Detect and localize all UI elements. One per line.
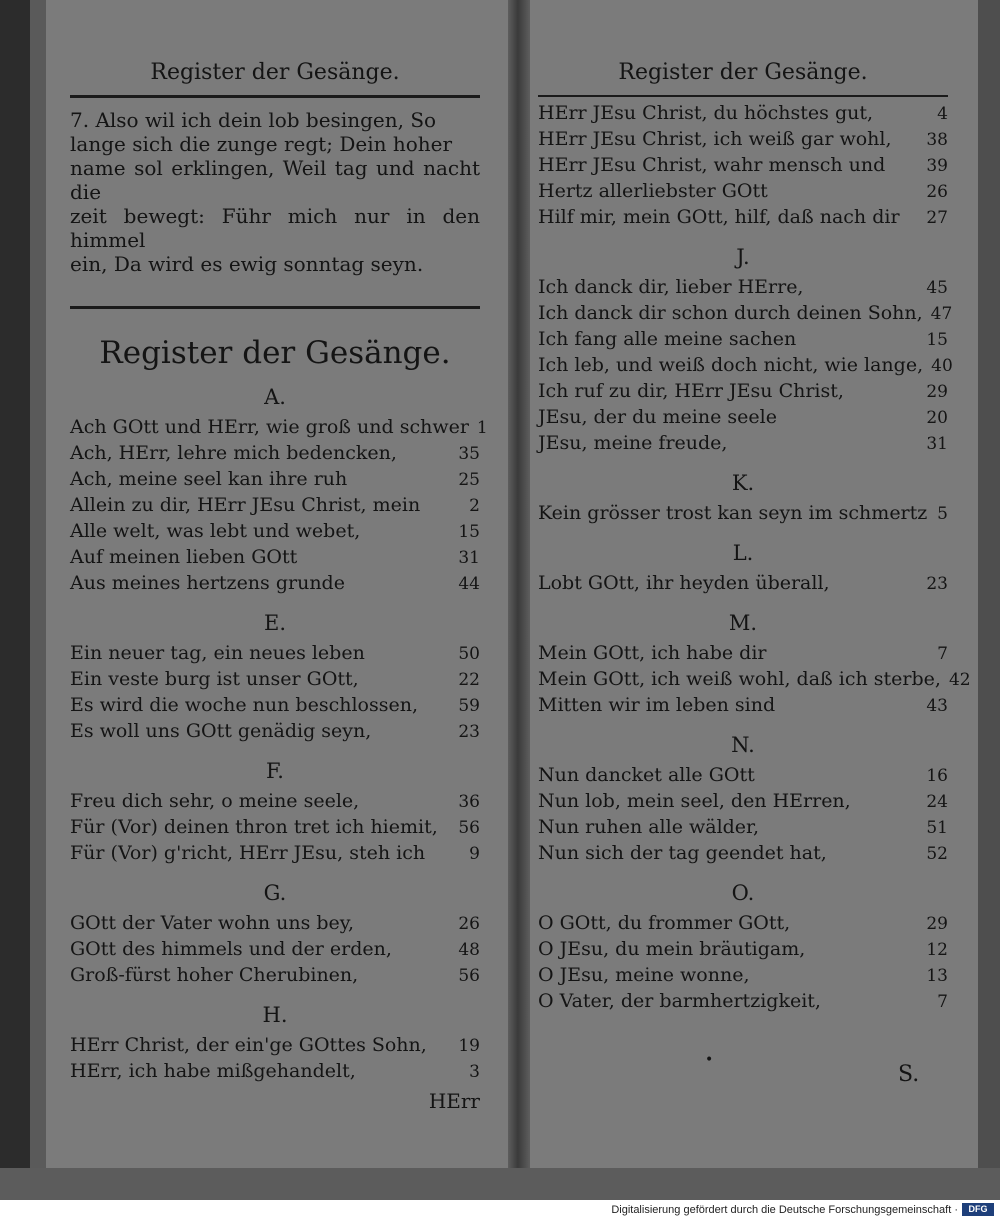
entry-page-number: 9: [469, 844, 480, 864]
register-entry: [538, 179, 948, 205]
left-book-edge: [0, 0, 30, 1200]
right-head-rule: [538, 95, 948, 97]
entry-title: GOtt des himmels und der erden,: [70, 938, 392, 960]
register-entry: [70, 441, 480, 467]
entry-title: HErr JEsu Christ, wahr mensch und: [538, 154, 886, 176]
entry-page-number: 47: [930, 304, 953, 324]
entry-page-number: 38: [926, 130, 948, 150]
register-entry: [70, 963, 480, 989]
register-title: Register der Gesänge.: [99, 335, 451, 371]
register-entry: [538, 379, 948, 405]
register-entry: [538, 101, 948, 127]
entry-page-number: 56: [458, 818, 480, 838]
entry-title: Hertz allerliebster GOtt: [538, 180, 768, 202]
entry-page-number: 4: [937, 104, 948, 124]
register-entry: [538, 911, 948, 937]
stanza-line: name sol erklingen, Weil tag und nacht die: [70, 156, 480, 204]
entry-page-number: 43: [926, 696, 948, 716]
left-page: [70, 60, 488, 1113]
entry-title: Für (Vor) deinen thron tret ich hiemit,: [70, 816, 438, 838]
entry-page-number: 26: [926, 182, 948, 202]
register-entry: [70, 571, 480, 597]
entry-title: Mein GOtt, ich weiß wohl, daß ich sterbe,: [538, 668, 941, 690]
entry-title: Kein grösser trost kan seyn im schmertz: [538, 502, 928, 524]
entry-title: O JEsu, meine wonne,: [538, 964, 750, 986]
register-entry: [538, 937, 948, 963]
register-entry: [538, 501, 948, 527]
funding-credit: Digitalisierung gefördert durch die Deutsche Forschungsgemeinschaft ·: [611, 1204, 958, 1216]
register-entry: [70, 493, 480, 519]
entry-page-number: 23: [926, 574, 948, 594]
entry-title: Ach, meine seel kan ihre ruh: [70, 468, 348, 490]
entry-title: Es wird die woche nun beschlossen,: [70, 694, 418, 716]
entry-title: Ich leb, und weiß doch nicht, wie lange,: [538, 354, 924, 376]
entry-page-number: 26: [458, 914, 480, 934]
stanza-end-rule: [70, 306, 480, 309]
section-letter: O.: [731, 881, 755, 905]
entry-page-number: 1: [476, 418, 488, 438]
section-letter: M.: [728, 611, 758, 635]
entry-page-number: 50: [458, 644, 480, 664]
section-letter: L.: [732, 541, 754, 565]
book-gutter: [508, 0, 530, 1200]
entry-title: HErr, ich habe mißgehandelt,: [70, 1060, 356, 1082]
stanza-line: 7. Also wil ich dein lob besingen, So: [70, 108, 437, 132]
register-entry: [70, 641, 480, 667]
register-entry: [538, 301, 953, 327]
entry-title: Ich ruf zu dir, HErr JEsu Christ,: [538, 380, 844, 402]
entry-page-number: 7: [937, 992, 948, 1012]
register-entry: [538, 789, 948, 815]
section-letter: K.: [731, 471, 755, 495]
footer-bar: [0, 1200, 1000, 1220]
section-letter: H.: [262, 1003, 288, 1027]
entry-title: Lobt GOtt, ihr heyden überall,: [538, 572, 830, 594]
register-entry: [538, 431, 948, 457]
entry-page-number: 2: [469, 496, 480, 516]
entry-page-number: 3: [469, 1062, 480, 1082]
entry-page-number: 15: [926, 330, 948, 350]
entry-title: Ein veste burg ist unser GOtt,: [70, 668, 359, 690]
register-entry: [538, 275, 948, 301]
entry-title: Ich danck dir, lieber HErre,: [538, 276, 804, 298]
right-register-sections: [538, 245, 971, 1015]
register-entry: [538, 641, 948, 667]
right-catchword: S.: [898, 1062, 920, 1087]
entry-title: Ach GOtt und HErr, wie groß und schwer: [70, 416, 469, 438]
section-letter: J.: [736, 245, 750, 269]
entry-page-number: 36: [458, 792, 480, 812]
register-entry: [70, 1033, 480, 1059]
entry-title: Es woll uns GOtt genädig seyn,: [70, 720, 372, 742]
entry-title: Für (Vor) g'richt, HErr JEsu, steh ich: [70, 842, 426, 864]
stanza-7: [70, 108, 480, 276]
entry-page-number: 7: [937, 644, 948, 664]
left-head-rule: [70, 95, 480, 98]
entry-title: Mitten wir im leben sind: [538, 694, 776, 716]
left-page-shadow: [30, 0, 46, 1200]
entry-page-number: 42: [948, 670, 971, 690]
register-entry: [70, 815, 480, 841]
bottom-page-edge: [0, 1168, 1000, 1200]
entry-page-number: 24: [926, 792, 948, 812]
entry-title: Mein GOtt, ich habe dir: [538, 642, 767, 664]
entry-title: O JEsu, du mein bräutigam,: [538, 938, 806, 960]
left-catchword: HErr: [428, 1089, 480, 1113]
register-entry: [70, 693, 480, 719]
entry-title: O Vater, der barmhertzigkeit,: [538, 990, 821, 1012]
entry-title: Nun dancket alle GOtt: [538, 764, 755, 786]
register-entry: [70, 415, 488, 441]
register-entry: [538, 963, 948, 989]
entry-page-number: 51: [926, 818, 948, 838]
stanza-line: lange sich die zunge regt; Dein hoher: [70, 132, 453, 156]
right-page: [538, 60, 971, 1015]
stanza-line: zeit bewegt: Führ mich nur in den himmel: [70, 204, 480, 252]
register-entry: [538, 353, 953, 379]
entry-page-number: 29: [926, 382, 948, 402]
entry-title: Auf meinen lieben GOtt: [70, 546, 298, 568]
entry-page-number: 39: [926, 156, 948, 176]
register-entry: [70, 667, 480, 693]
section-letter: E.: [263, 611, 286, 635]
entry-title: Freu dich sehr, o meine seele,: [70, 790, 360, 812]
entry-title: Ach, HErr, lehre mich bedencken,: [70, 442, 397, 464]
register-entry: [538, 667, 971, 693]
register-entry: [70, 1059, 480, 1085]
entry-title: JEsu, der du meine seele: [538, 406, 777, 428]
entry-page-number: 19: [458, 1036, 480, 1056]
section-letter: A.: [264, 385, 286, 409]
section-letter: G.: [263, 881, 287, 905]
register-entry: [538, 815, 948, 841]
right-top-entries: [538, 101, 948, 231]
entry-page-number: 31: [926, 434, 948, 454]
entry-page-number: 48: [458, 940, 480, 960]
entry-title: Nun lob, mein seel, den HErren,: [538, 790, 851, 812]
right-running-head: Register der Gesänge.: [618, 60, 868, 85]
entry-title: Alle welt, was lebt und webet,: [70, 520, 361, 542]
register-entry: [538, 989, 948, 1015]
register-entry: [538, 405, 948, 431]
entry-page-number: 5: [937, 504, 948, 524]
entry-page-number: 45: [926, 278, 948, 298]
left-running-head: Register der Gesänge.: [150, 60, 400, 85]
entry-title: Nun ruhen alle wälder,: [538, 816, 760, 838]
right-book-edge: [978, 0, 1000, 1200]
register-entry: [538, 205, 948, 231]
entry-page-number: 44: [458, 574, 480, 594]
entry-page-number: 59: [458, 696, 480, 716]
entry-title: Ich fang alle meine sachen: [538, 328, 797, 350]
entry-page-number: 40: [931, 356, 953, 376]
section-letter: N.: [731, 733, 755, 757]
entry-page-number: 35: [458, 444, 480, 464]
entry-page-number: 23: [458, 722, 480, 742]
left-register-sections: [70, 385, 488, 1085]
entry-page-number: 22: [458, 670, 480, 690]
register-entry: [538, 571, 948, 597]
dfg-logo: DFG: [962, 1203, 994, 1216]
entry-title: Ich danck dir schon durch deinen Sohn,: [538, 302, 923, 324]
register-entry: [538, 693, 948, 719]
entry-page-number: 16: [926, 766, 948, 786]
entry-title: Nun sich der tag geendet hat,: [538, 842, 827, 864]
entry-title: Ein neuer tag, ein neues leben: [70, 642, 365, 664]
stanza-line: ein, Da wird es ewig sonntag seyn.: [70, 252, 424, 276]
register-entry: [70, 789, 480, 815]
entry-title: Allein zu dir, HErr JEsu Christ, mein: [70, 494, 421, 516]
register-entry: [70, 467, 480, 493]
entry-title: O GOtt, du frommer GOtt,: [538, 912, 791, 934]
entry-title: Hilf mir, mein GOtt, hilf, daß nach dir: [538, 206, 900, 228]
register-entry: [70, 841, 480, 867]
register-entry: [70, 719, 480, 745]
register-entry: [538, 763, 948, 789]
entry-page-number: 29: [926, 914, 948, 934]
entry-title: Groß-fürst hoher Cherubinen,: [70, 964, 359, 986]
entry-title: HErr JEsu Christ, du höchstes gut,: [538, 102, 874, 124]
entry-title: HErr JEsu Christ, ich weiß gar wohl,: [538, 128, 892, 150]
entry-title: GOtt der Vater wohn uns bey,: [70, 912, 355, 934]
register-entry: [538, 127, 948, 153]
entry-page-number: 13: [926, 966, 948, 986]
entry-page-number: 27: [926, 208, 948, 228]
entry-page-number: 12: [926, 940, 948, 960]
entry-page-number: 31: [458, 548, 480, 568]
register-entry: [538, 327, 948, 353]
register-entry: [538, 153, 948, 179]
entry-page-number: 20: [926, 408, 948, 428]
register-entry: [538, 841, 948, 867]
register-entry: [70, 545, 480, 571]
entry-title: HErr Christ, der ein'ge GOttes Sohn,: [70, 1034, 427, 1056]
section-letter: F.: [266, 759, 284, 783]
entry-page-number: 52: [926, 844, 948, 864]
register-entry: [70, 519, 480, 545]
entry-title: Aus meines hertzens grunde: [70, 572, 345, 594]
register-entry: [70, 937, 480, 963]
entry-title: JEsu, meine freude,: [538, 432, 728, 454]
entry-page-number: 15: [458, 522, 480, 542]
page-dot: •: [705, 1052, 714, 1068]
entry-page-number: 25: [458, 470, 480, 490]
entry-page-number: 56: [458, 966, 480, 986]
register-entry: [70, 911, 480, 937]
